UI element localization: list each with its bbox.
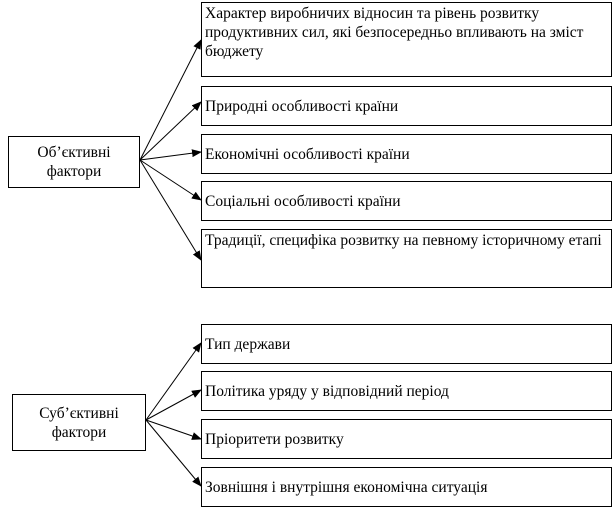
factor-label: Зовнішня і внутрішня економічна ситуація bbox=[205, 478, 488, 496]
factor-box-traditions bbox=[201, 229, 612, 288]
arrow bbox=[140, 40, 201, 160]
factor-box-state-type bbox=[201, 324, 612, 364]
factor-label: Природні особливості країни bbox=[205, 97, 399, 115]
arrow bbox=[140, 102, 201, 160]
factor-box-production-relations bbox=[201, 2, 612, 77]
factor-label: Соціальні особливості країни bbox=[205, 192, 401, 210]
factor-label: Пріоритети розвитку bbox=[205, 430, 344, 448]
arrow bbox=[140, 160, 201, 260]
objective-factors-box bbox=[8, 136, 140, 188]
arrow bbox=[140, 160, 201, 200]
subjective-factors-box bbox=[12, 394, 146, 451]
arrow bbox=[146, 390, 201, 420]
factor-label: Характер виробничих відносин та рівень розвитку продуктивних сил, які безпосередньо впливають на зміст бюджету bbox=[205, 5, 584, 60]
objective-factors-label: Об’єктивні фактори bbox=[37, 144, 111, 180]
arrow bbox=[146, 343, 201, 420]
factor-box-government-policy bbox=[201, 371, 612, 411]
factor-box-natural bbox=[201, 86, 612, 126]
subjective-factors-label: Суб’єктивні фактори bbox=[39, 404, 119, 441]
factor-label: Політика уряду у відповідний період bbox=[205, 382, 449, 400]
factor-box-economic-situation bbox=[201, 467, 612, 507]
factor-box-economic bbox=[201, 134, 612, 174]
arrow bbox=[140, 152, 201, 160]
factor-label: Тип держави bbox=[205, 335, 291, 353]
factor-label: Економічні особливості країни bbox=[205, 145, 410, 163]
factor-box-social bbox=[201, 181, 612, 221]
factor-box-priorities bbox=[201, 419, 612, 459]
factor-label: Традиції, специфіка розвитку на певному історичному етапі bbox=[205, 232, 602, 249]
